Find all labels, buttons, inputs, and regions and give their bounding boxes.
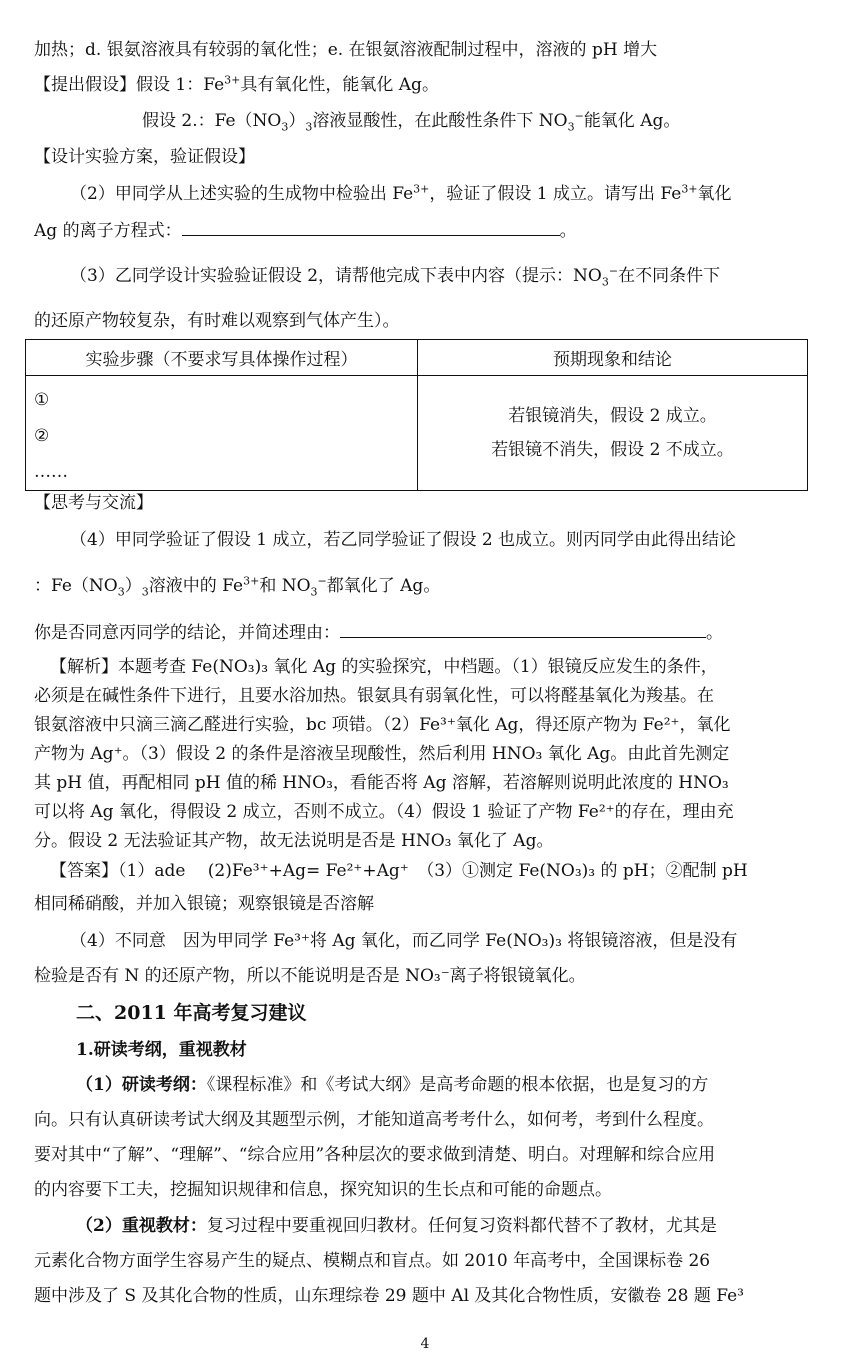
table-cell-steps (26, 376, 418, 491)
answer-line (70, 929, 737, 953)
text: 【设计实验方案，验证假设】 (34, 147, 255, 167)
text: 1.研读考纲，重视教材 (76, 1040, 247, 1060)
subscript: 3 (281, 120, 289, 134)
superscript: 3+ (224, 73, 241, 87)
text: 可以将 Ag 氧化，得假设 2 成立，否则不成立。（4）假设 1 验证了产物 Fe²⁺的存在，理由充 (34, 802, 734, 822)
answer-line (34, 964, 586, 988)
text: 氧化 (697, 184, 732, 204)
analysis-line (34, 742, 729, 766)
text: （4）甲同学验证了假设 1 成立，若乙同学验证了假设 2 也成立。则丙同学由此得出结论 (70, 530, 737, 550)
text: 复习过程中要重视回归教材。任何复习资料都代替不了教材，尤其是 (206, 1216, 717, 1236)
text: ） (288, 111, 306, 131)
paragraph-line (34, 1108, 714, 1132)
analysis-line (34, 771, 729, 795)
section-think (34, 491, 153, 515)
text: 要对其中“了解”、“理解”、“综合应用”各种层次的要求做到清楚、明白。对理解和综合应用 (34, 1145, 716, 1165)
analysis-line (34, 684, 714, 708)
text: （4）不同意 因为甲同学 Fe³⁺将 Ag 氧化，而乙同学 Fe(NO₃)₃ 将银镜溶液，但是没有 (70, 931, 738, 951)
text: 分。假设 2 无法验证其产物，故无法说明是否是 HNO₃ 氧化了 Ag。 (34, 831, 554, 851)
text: ：Fe（NO (34, 576, 118, 596)
question-3 (70, 264, 720, 288)
question-2-answer-line (34, 219, 577, 243)
subscript: 3 (310, 585, 318, 599)
table-row (26, 376, 808, 491)
text: 溶液显酸性，在此酸性条件下 NO (312, 111, 568, 131)
page-number: 4 (420, 1336, 430, 1352)
text: Ag 的离子方程式： (34, 221, 182, 241)
bold-label: （2）重视教材： (76, 1216, 207, 1236)
text: （3）乙同学设计实验验证假设 2，请帮他完成下表中内容（提示：NO (70, 266, 602, 286)
question-4-answer-line (34, 621, 723, 645)
text: 具有氧化性，能氧化 Ag。 (240, 75, 439, 95)
paragraph-line (76, 1073, 708, 1097)
bold-label: （1）研读考纲： (76, 1075, 207, 1095)
paragraph-line (34, 1178, 612, 1202)
text: 能氧化 Ag。 (583, 111, 681, 131)
hypothesis-1 (34, 73, 439, 97)
subscript: 3 (305, 120, 313, 134)
text: 假设 2.：Fe（NO (142, 111, 282, 131)
text: （2）甲同学从上述实验的生成物中检验出 Fe (70, 184, 414, 204)
text: 。 (559, 221, 577, 241)
subscript: 3 (567, 120, 575, 134)
text: 在不同条件下 (618, 266, 721, 286)
text: 其 pH 值，再配相同 pH 值的稀 HNO₃，看能否将 Ag 溶解，若溶解则说明此浓度的 HNO₃ (34, 773, 729, 793)
text-line (34, 38, 657, 62)
text: 的内容要下工夫，挖掘知识规律和信息，探究知识的生长点和可能的命题点。 (34, 1180, 612, 1200)
table-header-steps: 实验步骤（不要求写具体操作过程） (26, 340, 418, 376)
superscript: 3+ (413, 182, 430, 196)
text: 你是否同意丙同学的结论，并简述理由： (34, 623, 340, 643)
superscript: − (608, 264, 619, 278)
question-4 (70, 528, 736, 552)
step-2: ② (34, 426, 50, 446)
superscript: 3+ (243, 574, 260, 588)
subsection-heading (76, 1038, 247, 1062)
text: 元素化合物方面学生容易产生的疑点、模糊点和盲点。如 2010 年高考中，全国课标卷 26 (34, 1251, 711, 1271)
result-1: 若银镜消失，假设 2 成立。 (508, 406, 717, 426)
analysis-line (34, 800, 734, 824)
superscript: − (317, 574, 327, 588)
text: 产物为 Ag⁺。（3）假设 2 的条件是溶液呈现酸性，然后利用 HNO₃ 氧化 Ag。由此首先测定 (34, 744, 730, 764)
analysis-line (50, 655, 718, 679)
paragraph-line (34, 1143, 715, 1167)
text: 和 NO (259, 576, 311, 596)
subscript: 3 (601, 275, 609, 289)
answer-blank[interactable] (182, 219, 560, 236)
section-design (34, 145, 255, 169)
text: 。 (706, 623, 723, 643)
text: 都氧化了 Ag。 (326, 576, 441, 596)
superscript: − (574, 109, 584, 123)
answer-blank[interactable] (340, 621, 706, 638)
text: 向。只有认真研读考试大纲及其题型示例，才能知道高考考什么，如何考，考到什么程度。 (34, 1110, 714, 1130)
question-3-line2 (34, 309, 400, 333)
step-ellipsis: …… (34, 462, 68, 482)
text: 必须是在碱性条件下进行，且要水浴加热。银氨具有弱氧化性，可以将醛基氧化为羧基。在 (34, 686, 714, 706)
subscript: 3 (117, 585, 125, 599)
analysis-line (34, 829, 553, 853)
table-header-result: 预期现象和结论 (418, 340, 808, 376)
text: 【答案】（1）ade (2)Fe³⁺+Ag= Fe²⁺+Ag⁺ （3）①测定 Fe(NO₃)₃ 的 pH；②配制 pH (50, 861, 748, 881)
subscript: 3 (141, 585, 149, 599)
text: 检验是否有 N 的还原产物，所以不能说明是否是 NO₃⁻离子将银镜氧化。 (34, 966, 586, 986)
text: 银氨溶液中只滴三滴乙醛进行实验，bc 项错。（2）Fe³⁺氧化 Ag，得还原产物为 Fe²⁺，氧化 (34, 715, 731, 735)
section-tag: 【提出假设】 (34, 75, 136, 95)
text: 溶液中的 Fe (148, 576, 244, 596)
question-4-line2 (34, 574, 440, 598)
step-1: ① (34, 390, 50, 410)
table-header-row (26, 340, 808, 376)
text: ，验证了假设 1 成立。请写出 Fe (429, 184, 682, 204)
paragraph-line (34, 1284, 744, 1308)
text: 假设 1：Fe (136, 75, 225, 95)
text: 题中涉及了 S 及其化合物的性质，山东理综卷 29 题中 Al 及其化合物性质，安徽卷 28 题 Fe³ (34, 1286, 744, 1306)
experiment-table (25, 339, 808, 491)
text: 【解析】本题考查 Fe(NO₃)₃ 氧化 Ag 的实验探究，中档题。（1）银镜反应发生的条件， (50, 657, 718, 677)
text: 《课程标准》和《考试大纲》是高考命题的根本依据，也是复习的方 (206, 1075, 709, 1095)
text: 的还原产物较复杂，有时难以观察到气体产生）。 (34, 311, 400, 331)
text: 相同稀硝酸，并加入银镜；观察银镜是否溶解 (34, 894, 374, 914)
question-2 (70, 182, 732, 206)
table-cell-result (418, 376, 808, 491)
result-2: 若银镜不消失，假设 2 不成立。 (491, 440, 734, 460)
text: 【思考与交流】 (34, 493, 153, 513)
text: 加热；d. 银氨溶液具有较弱的氧化性；e. 在银氨溶液配制过程中，溶液的 pH 增大 (34, 40, 658, 60)
answer-line (50, 859, 748, 883)
section-heading (76, 1001, 307, 1025)
paragraph-line (76, 1214, 717, 1238)
answer-line (34, 892, 374, 916)
analysis-line (34, 713, 731, 737)
hypothesis-2 (142, 109, 680, 133)
paragraph-line (34, 1249, 710, 1273)
superscript: 3+ (681, 182, 698, 196)
text: 二、2011 年高考复习建议 (76, 1002, 307, 1024)
text: ） (124, 576, 142, 596)
